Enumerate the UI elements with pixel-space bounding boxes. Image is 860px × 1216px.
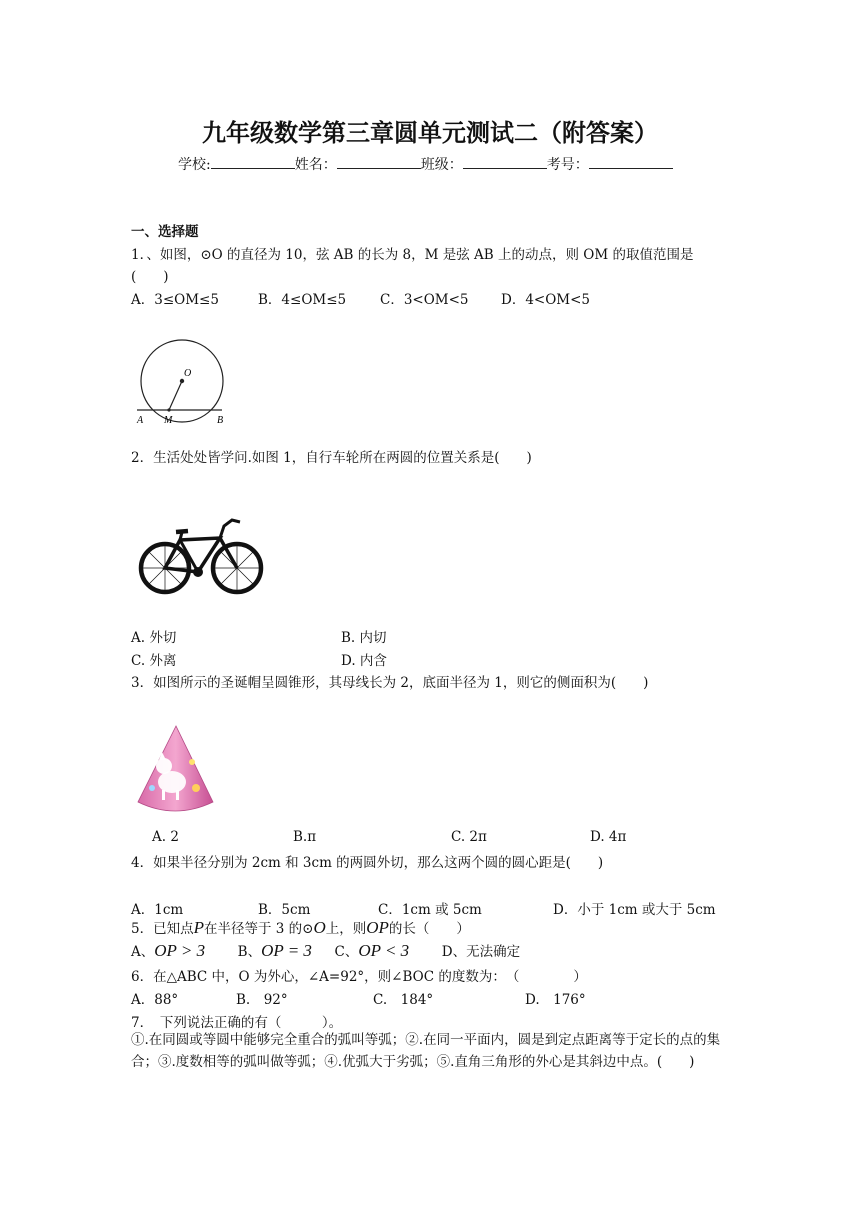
question-5-option-a-math: OP > 3 bbox=[154, 941, 206, 960]
question-4-option-b: B．5cm bbox=[258, 902, 311, 918]
question-2-stem: 2．生活处处皆学问.如图 1，自行车轮所在两圆的位置关系是( ) bbox=[131, 450, 532, 466]
question-7-stem: 7． 下列说法正确的有（ ）。 bbox=[131, 1015, 343, 1031]
question-7-body: ①.在同圆或等圆中能够完全重合的弧叫等弧；②.在同一平面内，圆是到定点距离等于定长的点的集合；③.度数相等的弧叫做等弧；④.优弧大于劣弧；⑤.直角三角形的外心是其斜边中点。( ) bbox=[131, 1032, 721, 1070]
name-blank bbox=[337, 154, 421, 169]
point-b-label: B bbox=[217, 415, 224, 426]
question-5-option-c-prefix: C、 bbox=[334, 944, 359, 960]
question-2-option-c: C. 外离 bbox=[131, 653, 177, 669]
question-6-option-d: D. 176° bbox=[525, 992, 586, 1008]
question-1-option-a: A．3≤OM≤5 bbox=[131, 292, 219, 308]
question-5-option-a-prefix: A、 bbox=[131, 944, 155, 960]
point-a-label: A bbox=[137, 415, 144, 426]
question-6-stem: 6．在△ABC 中，O 为外心，∠A=92°，则∠BOC 的度数为： （ ） bbox=[131, 969, 587, 985]
question-5-option-d: D、无法确定 bbox=[441, 944, 521, 960]
question-4-option-d: D．小于 1cm 或大于 5cm bbox=[553, 902, 716, 918]
question-5-stem bbox=[131, 917, 470, 938]
christmas-hat-cone-image bbox=[134, 722, 216, 816]
question-6-option-c: C. 184° bbox=[373, 992, 434, 1008]
question-6-option-b: B. 92° bbox=[236, 992, 288, 1008]
question-5-text-b: 在半径等于 3 的⊙ bbox=[203, 921, 314, 937]
question-1-stem: 1．、如图，⊙O 的直径为 10，弦 AB 的长为 8，M 是弦 AB 上的动点，则 OM 的取值范围是 bbox=[131, 247, 694, 263]
point-o-label: O bbox=[184, 368, 192, 379]
question-3-option-a: A. 2 bbox=[152, 829, 179, 845]
question-3-option-c: C. 2π bbox=[451, 829, 487, 845]
question-2-option-d: D. 内含 bbox=[341, 653, 387, 669]
page-title: 九年级数学第三章圆单元测试二（附答案） bbox=[202, 119, 658, 147]
segment-op-symbol: OP bbox=[366, 918, 389, 937]
class-blank bbox=[463, 154, 547, 169]
class-label: 班级： bbox=[420, 157, 463, 173]
question-5-text-d: 的长（ ） bbox=[388, 921, 470, 937]
question-1-option-d: D．4<OM<5 bbox=[501, 292, 591, 308]
question-1-option-b: B．4≤OM≤5 bbox=[258, 292, 347, 308]
question-1-paren: ( ) bbox=[131, 269, 169, 285]
circle-o-symbol: O bbox=[313, 918, 326, 937]
question-3-option-d: D. 4π bbox=[590, 829, 627, 845]
point-m-label: M bbox=[164, 415, 173, 426]
bicycle-image bbox=[136, 514, 268, 600]
question-2-option-a: A. 外切 bbox=[131, 630, 177, 646]
exam-no-blank bbox=[589, 154, 673, 169]
question-5-option-b-math: OP = 3 bbox=[261, 941, 312, 960]
question-5-options bbox=[131, 940, 520, 961]
question-6-option-a: A．88° bbox=[131, 992, 179, 1008]
question-5-option-c-math: OP < 3 bbox=[358, 941, 410, 960]
question-3-option-b: B.π bbox=[293, 829, 317, 845]
student-info-line bbox=[178, 154, 673, 174]
section-heading: 一、选择题 bbox=[131, 224, 199, 240]
question-5-text-c: 上，则 bbox=[325, 921, 367, 937]
circle-figure bbox=[132, 338, 232, 430]
question-5-option-b-prefix: B、 bbox=[237, 944, 262, 960]
question-1-option-c: C．3<OM<5 bbox=[380, 292, 469, 308]
point-p-symbol: P bbox=[193, 918, 204, 937]
school-blank bbox=[211, 154, 295, 169]
question-5-text-a: 5．已知点 bbox=[131, 921, 194, 937]
question-3-stem: 3．如图所示的圣诞帽呈圆锥形，其母线长为 2，底面半径为 1，则它的侧面积为( ) bbox=[131, 675, 649, 691]
question-4-option-c: C．1cm 或 5cm bbox=[378, 902, 482, 918]
question-4-option-a: A．1cm bbox=[131, 902, 184, 918]
question-2-option-b: B. 内切 bbox=[341, 630, 387, 646]
exam-no-label: 考号： bbox=[546, 157, 589, 173]
name-label: 姓名： bbox=[294, 157, 337, 173]
school-label: 学校: bbox=[178, 157, 211, 173]
question-4-stem: 4．如果半径分别为 2cm 和 3cm 的两圆外切，那么这两个圆的圆心距是( ) bbox=[131, 855, 604, 871]
